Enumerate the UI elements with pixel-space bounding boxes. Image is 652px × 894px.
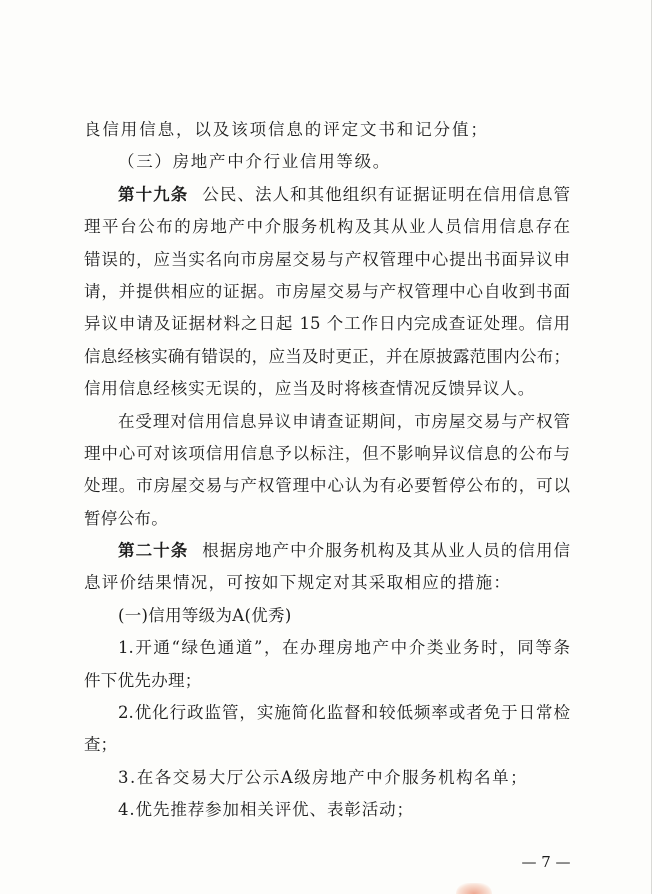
- text-line: 理平台公布的房地产中介服务机构及其从业人员信用信息存在: [84, 217, 570, 237]
- article-19-heading-line: [118, 179, 570, 211]
- article-20-heading-line: [118, 535, 570, 567]
- text-line: 在受理对信用信息异议申请查证期间，市房屋交易与产权管: [118, 411, 570, 431]
- article-number: 第二十条: [118, 541, 189, 561]
- document-body: [84, 114, 570, 827]
- text-line: 息评价结果情况，可按如下规定对其采取相应的措施：: [84, 573, 512, 593]
- text-line: 根据房地产中介服务机构及其从业人员的信用信: [202, 541, 570, 561]
- list-item: 1.开通“绿色通道”，在办理房地产中介类业务时，同等条: [118, 638, 570, 658]
- list-item: 2.优化行政监管，实施简化监督和较低频率或者免于日常检: [118, 703, 570, 723]
- seal-fragment: [456, 883, 492, 894]
- text-line: 件下优先办理；: [84, 670, 202, 690]
- text-line: 信用信息经核实无误的，应当及时将核查情况反馈异议人。: [84, 379, 536, 399]
- text-line: 处理。市房屋交易与产权管理中心认为有必要暂停公布的，可以: [84, 476, 570, 496]
- text-line: 暂停公布。: [84, 508, 168, 528]
- clause-item: (一)信用等级为A(优秀): [118, 605, 292, 625]
- text-line: 错误的，应当实名向市房屋交易与产权管理中心提出书面异议申: [84, 249, 570, 269]
- text-line: 良信用信息，以及该项信息的评定文书和记分值；: [84, 120, 489, 139]
- text-line: 查；: [84, 735, 117, 755]
- clause-item: （三）房地产中介行业信用等级。: [118, 152, 391, 172]
- text-line: 公民、法人和其他组织有证据证明在信用信息管: [202, 184, 570, 204]
- list-item: 4.优先推荐参加相关评优、表彰活动；: [118, 800, 414, 820]
- text-line: 异议申请及证据材料之日起 15 个工作日内完成查证处理。信用: [84, 314, 570, 334]
- article-number: 第十九条: [118, 184, 189, 204]
- text-line: 请，并提供相应的证据。市房屋交易与产权管理中心自收到书面: [84, 281, 570, 301]
- list-item: 3.在各交易大厅公示A级房地产中介服务机构名单；: [118, 767, 529, 787]
- text-line: 信息经核实确有错误的，应当及时更正，并在原披露范围内公布；: [84, 346, 570, 366]
- page-number: — 7 —: [521, 853, 571, 871]
- text-line: 理中心可对该项信用信息予以标注，但不影响异议信息的公布与: [84, 443, 570, 463]
